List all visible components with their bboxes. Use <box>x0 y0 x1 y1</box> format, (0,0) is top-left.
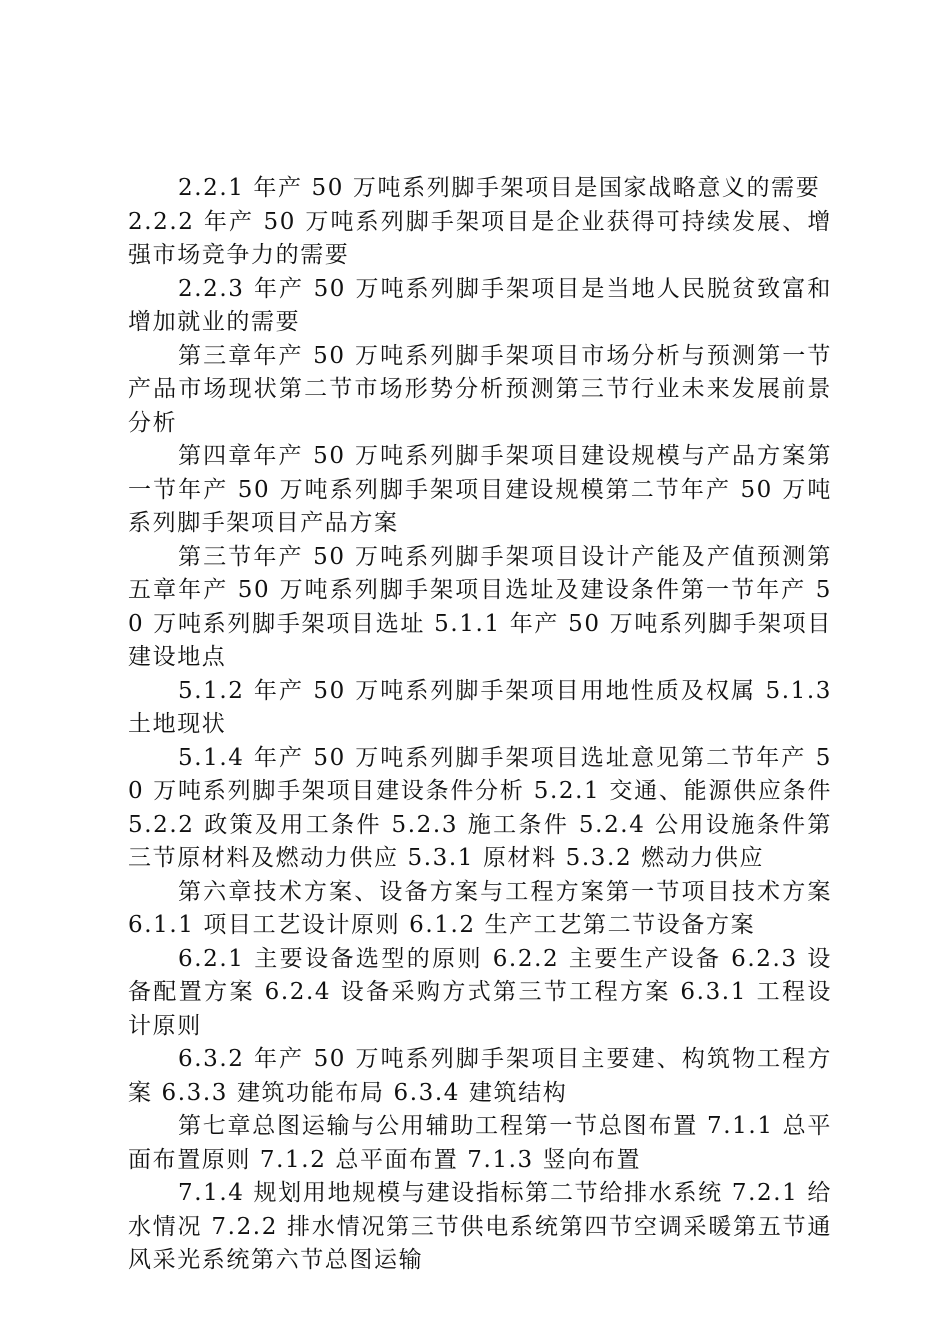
paragraph-chapter-6: 第六章技术方案、设备方案与工程方案第一节项目技术方案 6.1.1 项目工艺设计原则 6.1.2 生产工艺第二节设备方案 <box>128 878 832 938</box>
paragraph-chapter-7: 第七章总图运输与公用辅助工程第一节总图布置 7.1.1 总平面布置原则 7.1.2 总平面布置 7.1.3 竖向布置 <box>128 1113 832 1173</box>
paragraph-2-2-3: 2.2.3 年产 50 万吨系列脚手架项目是当地人民脱贫致富和增加就业的需要 <box>128 275 832 335</box>
paragraph-6-3-2: 6.3.2 年产 50 万吨系列脚手架项目主要建、构筑物工程方案 6.3.3 建筑功能布局 6.3.4 建筑结构 <box>128 1046 832 1106</box>
paragraph-chapter-5: 第三节年产 50 万吨系列脚手架项目设计产能及产值预测第五章年产 50 万吨系列脚手架项目选址及建设条件第一节年产 50 万吨系列脚手架项目选址 5.1.1 年产 50 万吨系列脚手架项目建设地点 <box>128 543 832 670</box>
paragraph-5-1-2: 5.1.2 年产 50 万吨系列脚手架项目用地性质及权属 5.1.3 土地现状 <box>128 677 832 737</box>
paragraph-2-2-2: 2.2.2 年产 50 万吨系列脚手架项目是企业获得可持续发展、增强市场竞争力的需要 <box>128 208 832 268</box>
paragraph-6-2-1: 6.2.1 主要设备选型的原则 6.2.2 主要生产设备 6.2.3 设备配置方案 6.2.4 设备采购方式第三节工程方案 6.3.1 工程设计原则 <box>128 945 832 1039</box>
paragraph-5-1-4: 5.1.4 年产 50 万吨系列脚手架项目选址意见第二节年产 50 万吨系列脚手架项目建设条件分析 5.2.1 交通、能源供应条件 5.2.2 政策及用工条件 5.2.3 施工条件 5.2.4 公用设施条件第三节原材料及燃动力供应 5.3.1 原材料 5.3.2 燃动力供应 <box>128 744 832 871</box>
paragraph-2-2-1: 2.2.1 年产 50 万吨系列脚手架项目是国家战略意义的需要 <box>178 175 821 201</box>
paragraph-7-1-4: 7.1.4 规划用地规模与建设指标第二节给排水系统 7.2.1 给水情况 7.2.2 排水情况第三节供电系统第四节空调采暖第五节通风采光系统第六节总图运输 <box>128 1180 832 1273</box>
paragraph-chapter-3: 第三章年产 50 万吨系列脚手架项目市场分析与预测第一节产品市场现状第二节市场形势分析预测第三节行业未来发展前景分析 <box>128 342 832 436</box>
paragraph-chapter-4: 第四章年产 50 万吨系列脚手架项目建设规模与产品方案第一节年产 50 万吨系列脚手架项目建设规模第二节年产 50 万吨系列脚手架项目产品方案 <box>128 443 832 536</box>
document-body <box>128 172 832 1278</box>
